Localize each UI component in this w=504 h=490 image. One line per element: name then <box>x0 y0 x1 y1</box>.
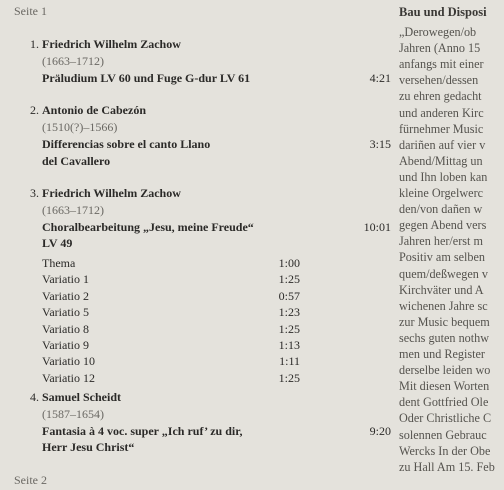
liner-notes-line: und Ihn loben kan <box>399 169 488 184</box>
liner-notes-line: versehen/dessen <box>399 73 479 88</box>
track-4-duration: 9:20 <box>369 424 391 438</box>
liner-notes-line: sechs guten nothw <box>399 330 490 345</box>
track-1-number: 1. <box>30 37 39 51</box>
movement-name: Variatio 5 <box>42 305 89 320</box>
liner-notes-line: den/von dañen w <box>399 202 483 217</box>
movement-time: 1:00 <box>278 256 300 270</box>
liner-notes-heading: Bau und Disposi <box>399 5 487 19</box>
track-4-title-line-2: Herr Jesu Christ“ <box>42 440 135 454</box>
track-2-title-line-1: Differencias sobre el canto Llano <box>42 137 211 151</box>
liner-notes-line: Abend/Mittag un <box>399 153 483 168</box>
movement-time: 0:57 <box>278 288 300 303</box>
movement-time: 1:13 <box>278 338 300 352</box>
liner-notes-line: fürnehmer Music <box>399 121 484 136</box>
liner-notes-line: dariñen auf vier v <box>399 137 486 152</box>
track-3-title-line-1: Choralbearbeitung „Jesu, meine Freude“ <box>42 220 254 234</box>
liner-notes-line: Mit diesen Worten <box>399 379 490 394</box>
track-1-duration: 4:21 <box>369 71 391 85</box>
liner-notes-line: zu ehren gedacht <box>399 89 482 104</box>
movement-name: Variatio 10 <box>42 354 95 369</box>
liner-notes-line: anfangs mit einer <box>399 57 484 72</box>
movement-name: Variatio 9 <box>42 338 89 352</box>
liner-notes-line: men und Register <box>399 347 485 361</box>
track-3-title-line-2: LV 49 <box>42 236 73 250</box>
track-4-number: 4. <box>30 390 39 404</box>
liner-notes-line: zur Music bequem <box>399 314 490 329</box>
track-2-composer: Antonio de Cabezón <box>42 103 147 117</box>
liner-notes-line: zu Hall Am 15. Feb <box>399 459 495 474</box>
movement-name: Variatio 2 <box>42 288 89 303</box>
liner-notes-line: dent Gottfried Ole <box>399 395 489 410</box>
liner-notes-line: Kirchväter und A <box>399 282 484 297</box>
track-1-dates: (1663–1712) <box>42 54 104 68</box>
side-1-label: Seite 1 <box>14 4 47 18</box>
liner-notes-line: Positiv am selben <box>399 250 485 265</box>
track-2-duration: 3:15 <box>369 137 391 151</box>
track-2-number: 2. <box>30 103 39 117</box>
track-3-duration: 10:01 <box>363 220 391 234</box>
movement-name: Thema <box>42 256 76 270</box>
movement-time: 1:23 <box>278 305 300 320</box>
liner-notes-line: gegen Abend vers <box>399 218 487 233</box>
track-4-title-line-1: Fantasia à 4 voc. super „Ich ruf’ zu dir, <box>42 424 243 438</box>
movement-time: 1:25 <box>278 321 300 336</box>
track-2-dates: (1510(?)–1566) <box>42 120 118 134</box>
side-2-label: Seite 2 <box>14 473 47 487</box>
track-1-title: Präludium LV 60 und Fuge G-dur LV 61 <box>42 71 251 85</box>
liner-notes-line: Jahren (Anno 15 <box>399 41 481 56</box>
liner-notes-line: kleine Orgelwerc <box>399 186 484 200</box>
liner-notes-line: Wercks In der Obe <box>399 443 491 458</box>
liner-notes-line: derselbe leiden wo <box>399 363 491 378</box>
movement-name: Variatio 1 <box>42 272 89 287</box>
track-4-composer: Samuel Scheidt <box>42 390 122 404</box>
track-3-dates: (1663–1712) <box>42 203 104 217</box>
liner-notes-line: Jahren her/erst m <box>399 234 483 249</box>
liner-notes-line: „Derowegen/ob <box>399 25 477 39</box>
track-4-dates: (1587–1654) <box>42 407 104 421</box>
track-3-number: 3. <box>30 186 39 200</box>
liner-notes-line: und anderen Kirc <box>399 105 484 120</box>
track-3-composer: Friedrich Wilhelm Zachow <box>42 186 181 200</box>
liner-notes-line: wichenen Jahre sc <box>399 298 488 313</box>
liner-notes-line: Oder Christliche C <box>399 411 492 426</box>
movement-time: 1:25 <box>278 272 300 287</box>
track-1-composer: Friedrich Wilhelm Zachow <box>42 37 181 51</box>
movement-time: 1:25 <box>278 370 300 385</box>
track-2-title-line-2: del Cavallero <box>42 154 111 168</box>
movement-time: 1:11 <box>279 354 300 369</box>
movement-name: Variatio 12 <box>42 370 95 385</box>
movement-name: Variatio 8 <box>42 321 89 336</box>
liner-notes-line: quem/deßwegen v <box>399 266 489 281</box>
liner-notes-line: solennen Gebrauc <box>399 427 487 442</box>
